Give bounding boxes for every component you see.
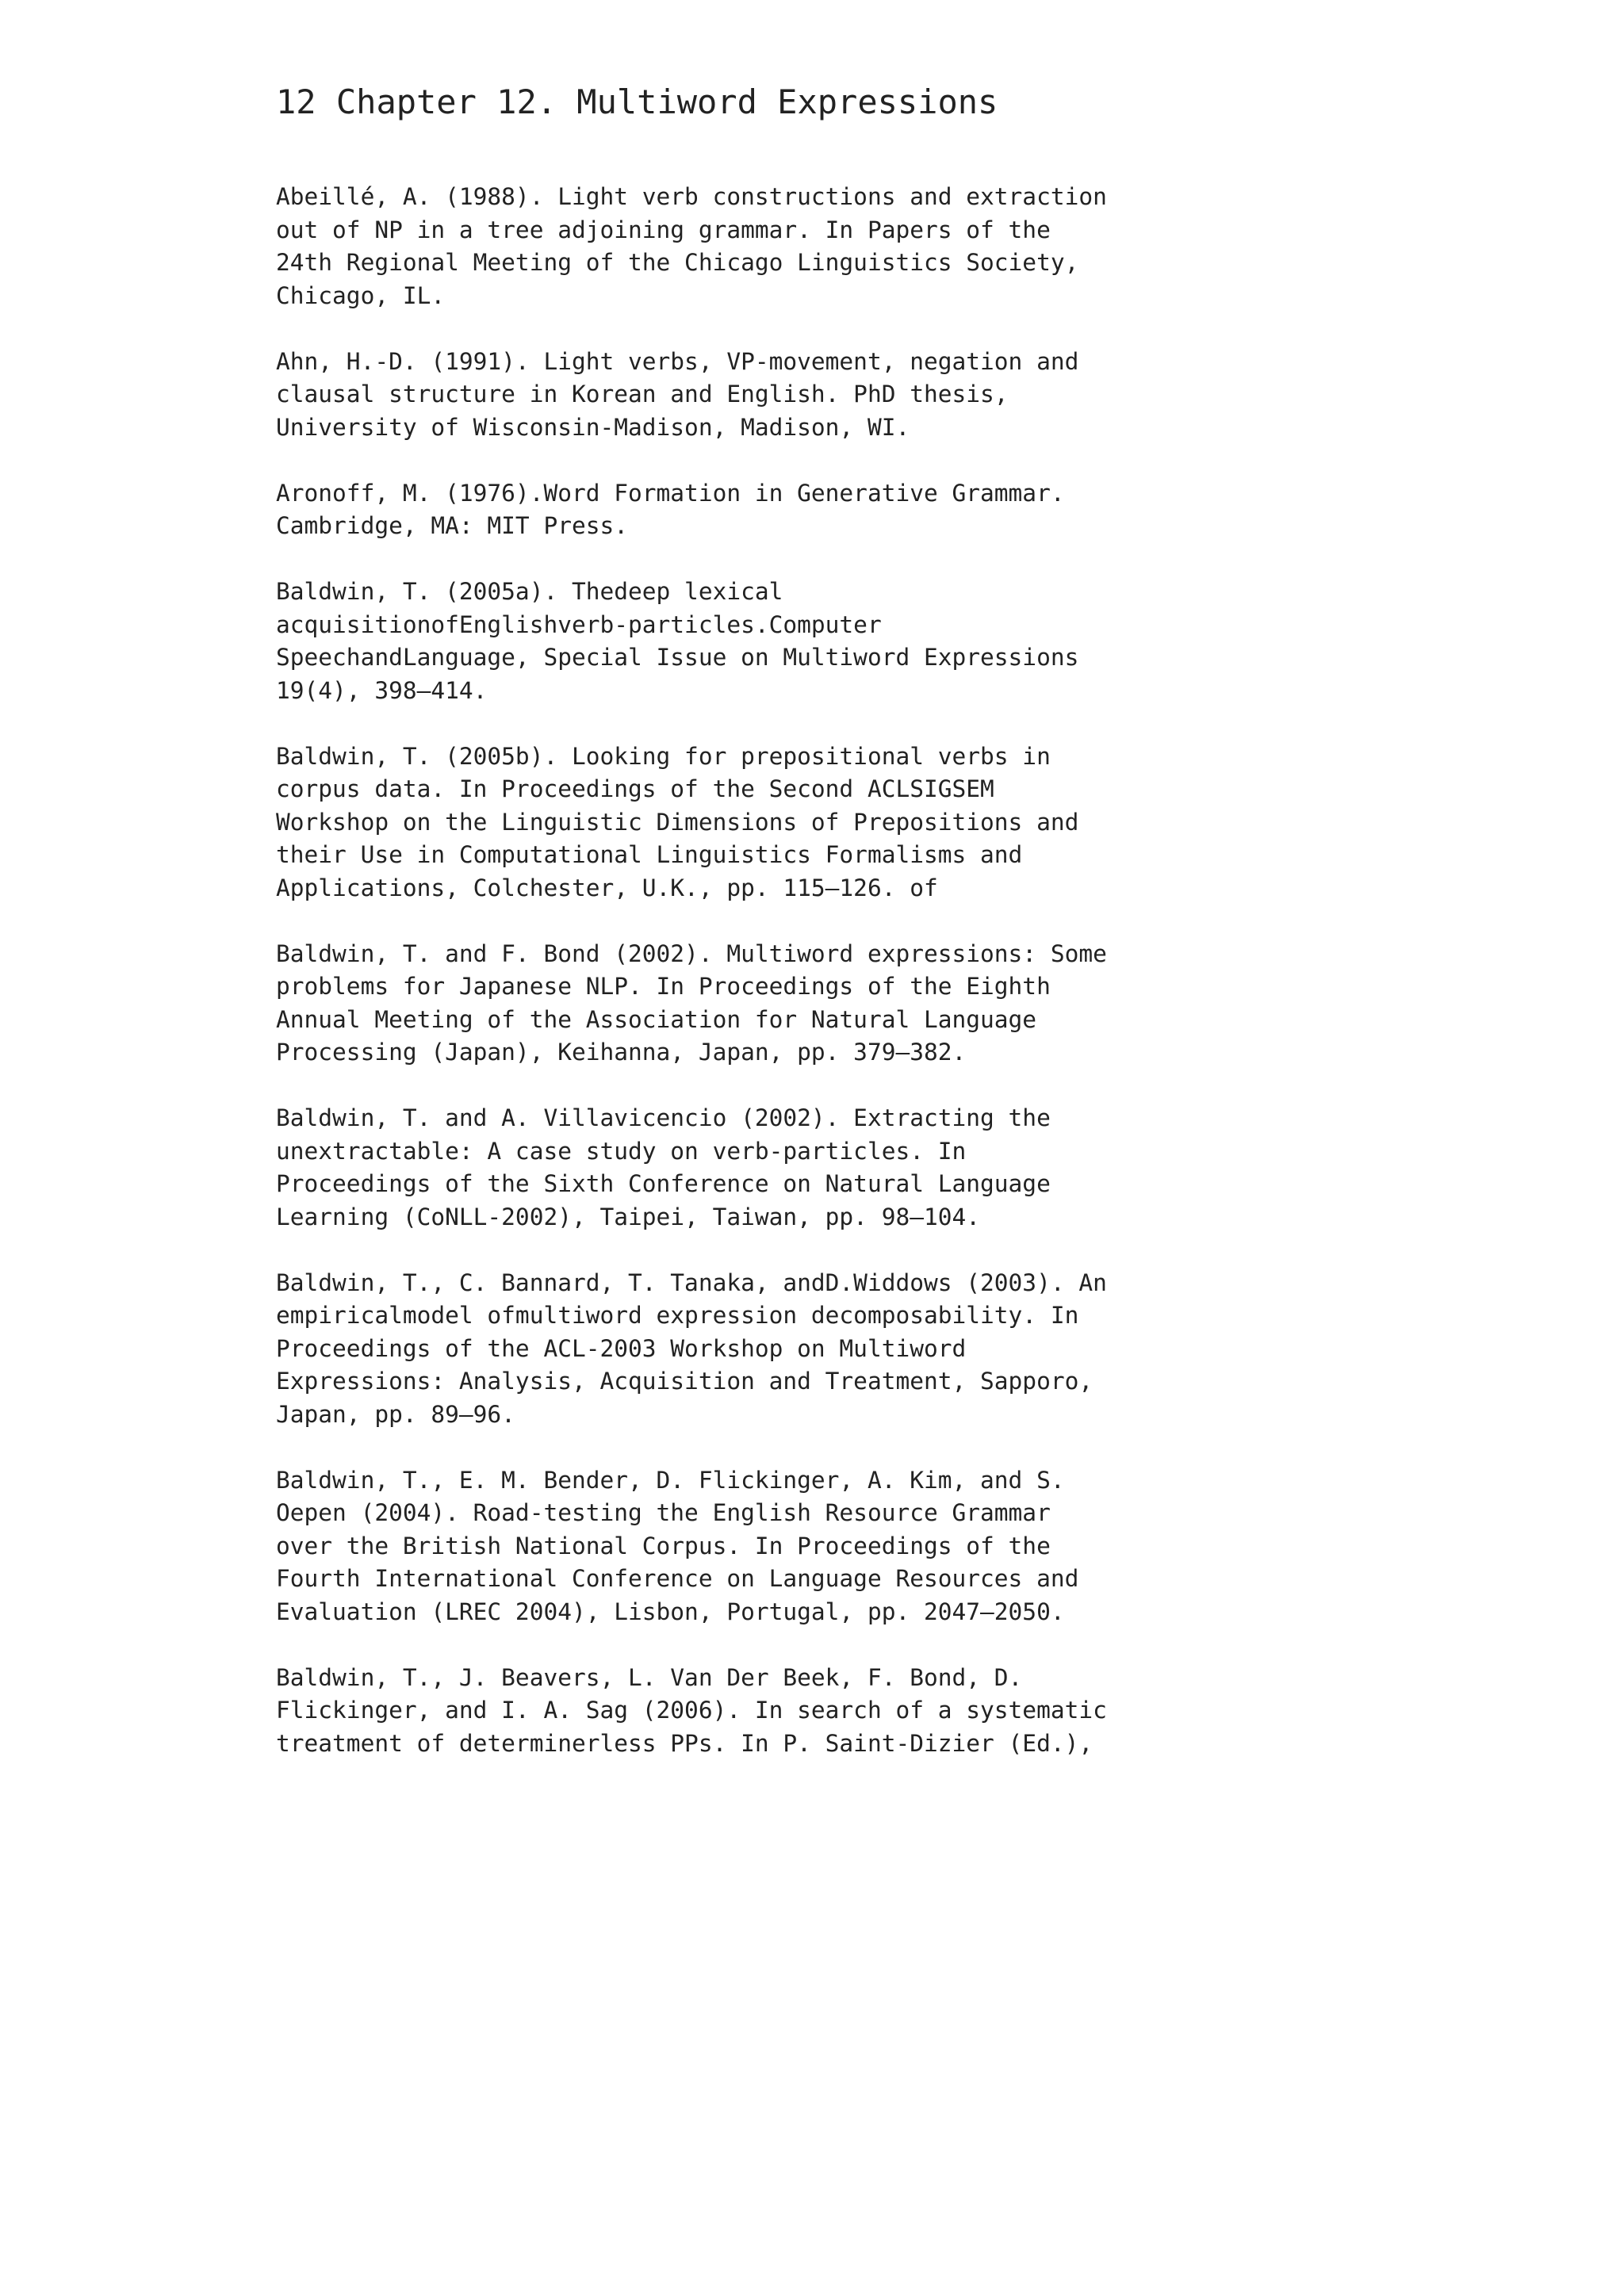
reference-line: 19(4), 398–414.	[276, 676, 488, 704]
reference-entry	[276, 1662, 1386, 1761]
page-number: 12	[276, 82, 316, 121]
reference-line: Baldwin, T., J. Beavers, L. Van Der Beek, F. Bond, D.	[276, 1663, 1023, 1691]
reference-line: problems for Japanese NLP. In Proceedings of the Eighth	[276, 973, 1051, 1000]
reference-line: Workshop on the Linguistic Dimensions of Prepositions and	[276, 808, 1079, 836]
reference-line: acquisitionofEnglishverb-particles.Computer	[276, 610, 882, 638]
reference-entry	[276, 477, 1386, 543]
reference-line: Fourth International Conference on Language Resources and	[276, 1565, 1079, 1592]
reference-line: Aronoff, M. (1976).Word Formation in Generative Grammar.	[276, 479, 1065, 507]
reference-line: Baldwin, T. and F. Bond (2002). Multiword expressions: Some	[276, 939, 1107, 967]
reference-line: 24th Regional Meeting of the Chicago Linguistics Society,	[276, 249, 1079, 276]
reference-line: treatment of determinerless PPs. In P. Saint-Dizier (Ed.),	[276, 1729, 1094, 1757]
reference-line: clausal structure in Korean and English. PhD thesis,	[276, 381, 1009, 408]
reference-line: Baldwin, T. and A. Villavicencio (2002). Extracting the	[276, 1104, 1051, 1131]
reference-line: corpus data. In Proceedings of the Second ACLSIGSEM	[276, 775, 994, 802]
reference-line: Annual Meeting of the Association for Natural Language	[276, 1005, 1037, 1033]
reference-line: empiricalmodel ofmultiword expression decomposability. In	[276, 1302, 1079, 1329]
reference-line: out of NP in a tree adjoining grammar. In Papers of the	[276, 216, 1051, 243]
reference-entry	[276, 576, 1386, 707]
reference-line: Flickinger, and I. A. Sag (2006). In search of a systematic	[276, 1697, 1107, 1724]
reference-entry	[276, 1267, 1386, 1432]
reference-line: Learning (CoNLL-2002), Taipei, Taiwan, pp. 98–104.	[276, 1203, 981, 1230]
reference-entry	[276, 1464, 1386, 1629]
reference-line: University of Wisconsin-Madison, Madison, WI.	[276, 413, 910, 441]
page-header	[276, 79, 1386, 125]
reference-line: Processing (Japan), Keihanna, Japan, pp. 379–382.	[276, 1039, 967, 1066]
reference-line: Oepen (2004). Road-testing the English Resource Grammar	[276, 1499, 1051, 1526]
reference-line: Abeillé, A. (1988). Light verb constructions and extraction	[276, 183, 1107, 210]
reference-line: their Use in Computational Linguistics Formalisms and	[276, 841, 1023, 868]
reference-entry	[276, 346, 1386, 445]
reference-entry	[276, 938, 1386, 1070]
reference-line: SpeechandLanguage, Special Issue on Multiword Expressions	[276, 644, 1079, 671]
reference-line: Cambridge, MA: MIT Press.	[276, 512, 629, 539]
chapter-title: Chapter 12. Multiword Expressions	[335, 82, 998, 121]
reference-entry	[276, 181, 1386, 312]
reference-line: unextractable: A case study on verb-particles. In	[276, 1137, 967, 1165]
reference-list	[276, 181, 1386, 1760]
reference-entry	[276, 1102, 1386, 1234]
reference-line: over the British National Corpus. In Proceedings of the	[276, 1532, 1051, 1559]
reference-line: Baldwin, T. (2005b). Looking for prepositional verbs in	[276, 742, 1051, 770]
reference-line: Baldwin, T., C. Bannard, T. Tanaka, andD.Widdows (2003). An	[276, 1269, 1107, 1296]
reference-line: Proceedings of the Sixth Conference on Natural Language	[276, 1170, 1051, 1197]
document-page	[276, 79, 1386, 1793]
reference-line: Proceedings of the ACL-2003 Workshop on Multiword	[276, 1334, 967, 1362]
reference-line: Expressions: Analysis, Acquisition and Treatment, Sapporo,	[276, 1368, 1094, 1395]
reference-line: Baldwin, T., E. M. Bender, D. Flickinger, A. Kim, and S.	[276, 1466, 1065, 1494]
reference-line: Chicago, IL.	[276, 281, 446, 309]
reference-entry	[276, 740, 1386, 905]
reference-line: Japan, pp. 89–96.	[276, 1400, 515, 1428]
reference-line: Evaluation (LREC 2004), Lisbon, Portugal, pp. 2047–2050.	[276, 1598, 1065, 1625]
reference-line: Ahn, H.-D. (1991). Light verbs, VP-movement, negation and	[276, 347, 1079, 375]
reference-line: Applications, Colchester, U.K., pp. 115–126. of	[276, 874, 938, 901]
reference-line: Baldwin, T. (2005a). Thedeep lexical	[276, 578, 783, 605]
